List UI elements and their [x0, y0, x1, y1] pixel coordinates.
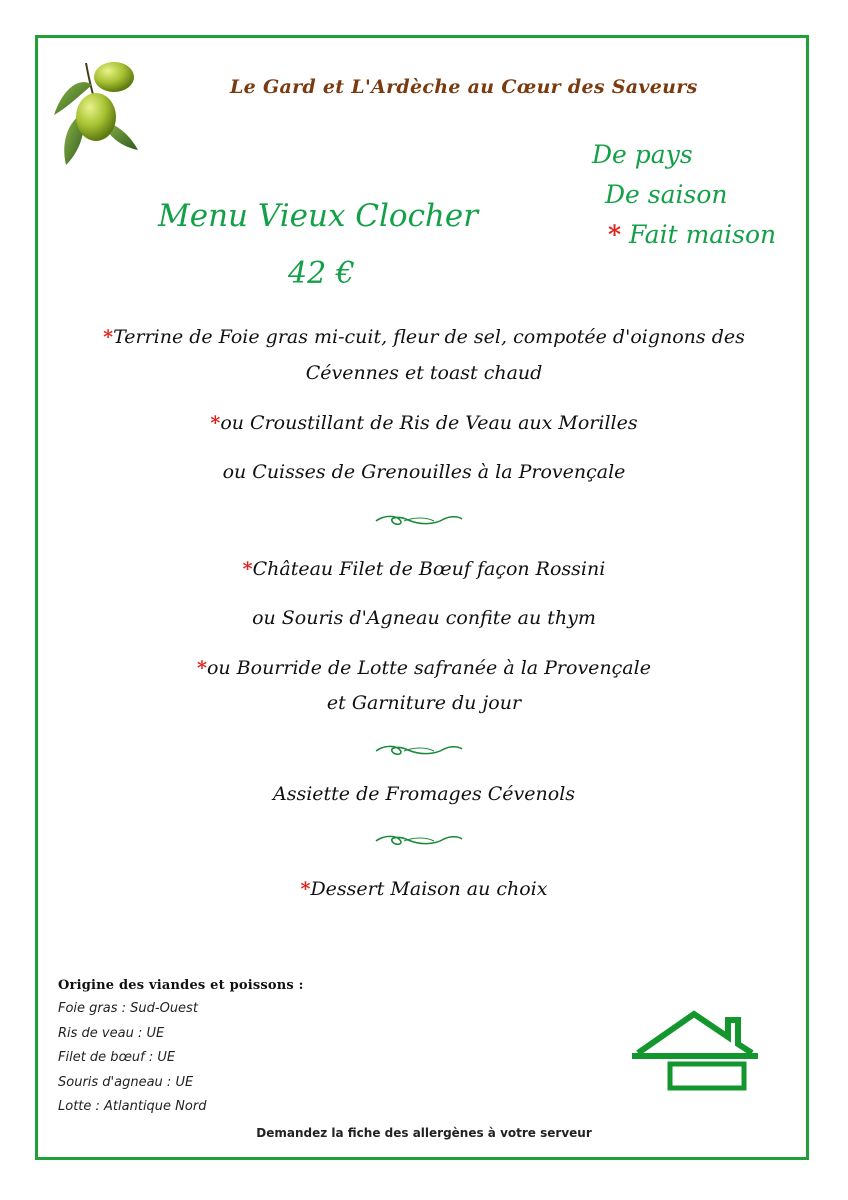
starter-1-line-1: Terrine de Foie gras mi-cuit, fleur de sel, compotée d'oignons des	[113, 326, 745, 348]
cheese-course: Assiette de Fromages Cévenols	[272, 783, 576, 805]
origin-item: Souris d'agneau : UE	[58, 1074, 194, 1090]
main-1	[40, 558, 808, 580]
tag-fait-maison-label: Fait maison	[621, 220, 777, 249]
flourish-divider-icon	[374, 833, 464, 847]
origin-item: Lotte : Atlantique Nord	[58, 1099, 207, 1114]
origin-item: Ris de veau : UE	[58, 1025, 165, 1041]
dessert-course	[40, 878, 808, 900]
house-logo-icon	[632, 1010, 758, 1092]
red-star: *	[242, 558, 253, 580]
flourish-divider-icon	[374, 513, 464, 527]
tag-de-saison: De saison	[605, 180, 728, 209]
flourish-divider-icon	[374, 743, 464, 757]
starter-3: ou Cuisses de Grenouilles à la Provençale	[222, 461, 626, 483]
red-star: *	[300, 878, 311, 900]
red-star: *	[210, 412, 221, 434]
origin-item: Filet de bœuf : UE	[58, 1050, 176, 1065]
dessert-label: Dessert Maison au choix	[310, 878, 548, 900]
tag-de-pays: De pays	[592, 140, 693, 169]
origin-title: Origine des viandes et poissons :	[58, 978, 304, 993]
main-3	[40, 657, 808, 679]
menu-name: Menu Vieux Clocher	[158, 198, 479, 234]
red-star: *	[197, 657, 207, 679]
origin-item: Foie gras : Sud-Ouest	[58, 1001, 198, 1016]
header-title: Le Gard et L'Ardèche au Cœur des Saveurs	[230, 76, 698, 98]
main-1-label: Château Filet de Bœuf façon Rossini	[252, 558, 606, 580]
main-3-line-2: et Garniture du jour	[326, 692, 522, 714]
menu-price: 42 €	[288, 256, 355, 291]
origin-section	[58, 978, 304, 1122]
red-star: *	[608, 220, 622, 249]
main-3-line-1: ou Bourride de Lotte safranée à la Provençale	[206, 657, 651, 679]
main-2: ou Souris d'Agneau confite au thym	[252, 607, 596, 629]
starter-1-line-2: Cévennes et toast chaud	[305, 362, 543, 384]
red-star: *	[103, 326, 114, 348]
starter-2	[40, 412, 808, 434]
starter-1	[40, 326, 808, 348]
starter-2-label: ou Croustillant de Ris de Veau aux Morilles	[220, 412, 638, 434]
allergen-note: Demandez la fiche des allergènes à votre serveur	[256, 1126, 592, 1140]
tag-fait-maison	[608, 220, 776, 249]
olive-branch-icon	[46, 55, 146, 170]
